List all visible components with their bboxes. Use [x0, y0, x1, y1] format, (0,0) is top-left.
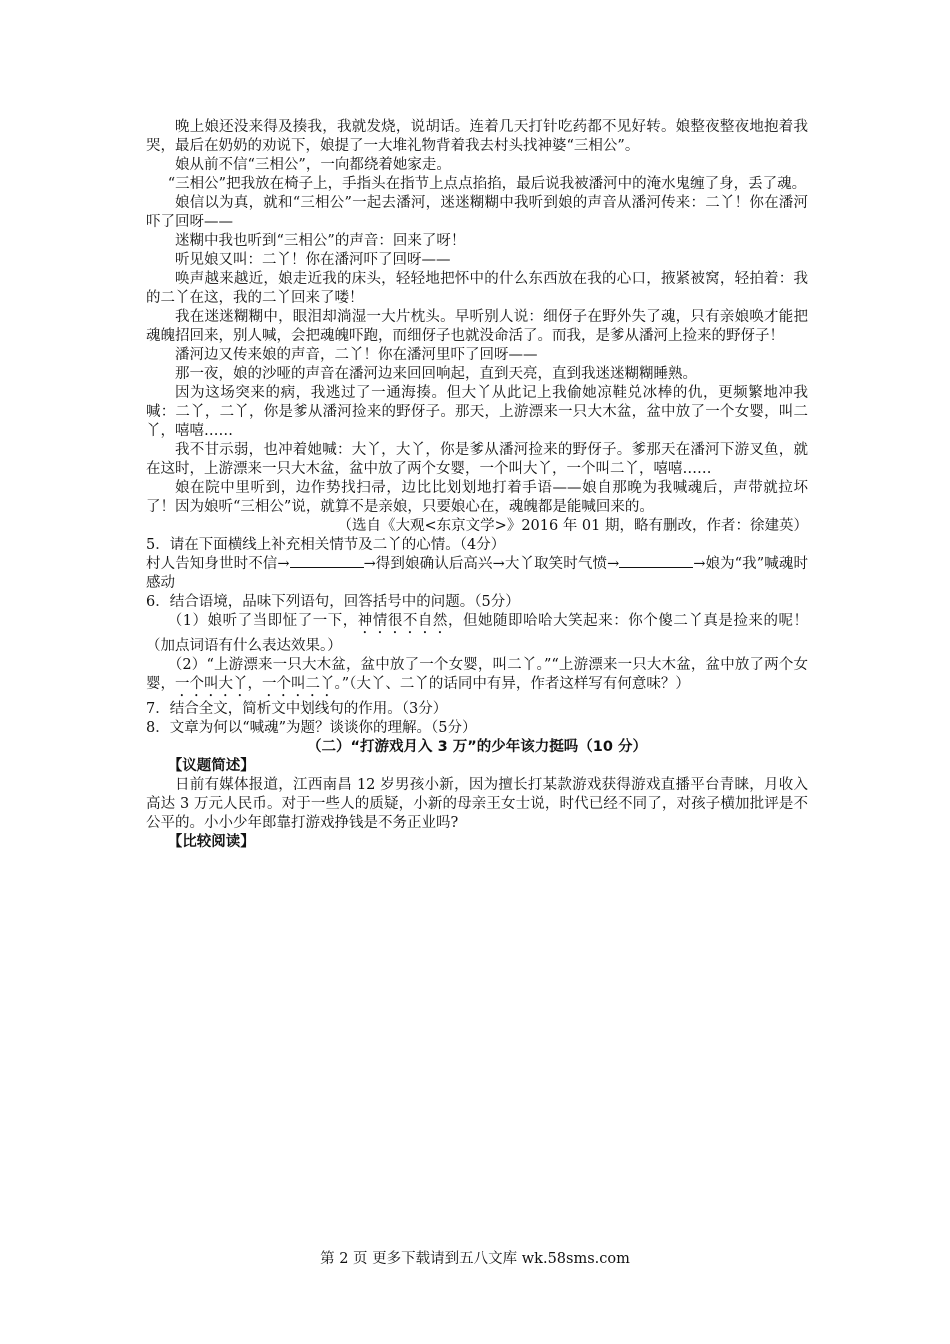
compare-heading: 【比较阅读】: [167, 834, 255, 850]
issue-text: 日前有媒体报道，江西南昌 12 岁男孩小新，因为擅长打某款游戏获得游戏直播平台青睐，月收入高达 3 万元人民币。对于一些人的质疑，小新的母亲王女士说，时代已经不同了，对孩子横加批评是不公平的。小小少年郎靠打游戏挣钱是不务正业吗?: [146, 777, 808, 831]
answer-blank-2[interactable]: [619, 555, 693, 568]
story-paragraph: 迷糊中我也听到“三相公”的声音：回来了呀！: [175, 233, 466, 249]
question-7: 7．结合全文，简析文中划线句的作用。（3分）: [146, 701, 448, 717]
question-5-chain: [146, 555, 808, 593]
q6-2-dotted-words: 一个叫大丫，一个叫二丫: [175, 676, 335, 692]
document-body: [146, 118, 808, 852]
story-paragraph: 那一夜，娘的沙哑的声音在潘河边来回回响起，直到天亮，直到我迷迷糊糊睡熟。: [175, 366, 697, 382]
question-5: 5．请在下面横线上补充相关情节及二丫的心情。（4分）: [146, 537, 506, 553]
chain-part-a: 村人告知身世时不信→: [146, 556, 290, 572]
story-paragraph: 娘从前不信“三相公”，一向都绕着她家走。: [175, 157, 451, 173]
story-paragraph: 娘信以为真，就和“三相公”一起去潘河，迷迷糊糊中我听到娘的声音从潘河传来：二丫！你在潘河吓了回呀——: [146, 195, 808, 230]
question-6: 6．结合语境，品味下列语句，回答括号中的问题。（5分）: [146, 594, 520, 610]
story-paragraph: 晚上娘还没来得及揍我，我就发烧，说胡话。连着几天打针吃药都不见好转。娘整夜整夜地抱着我哭，最后在奶奶的劝说下，娘提了一大堆礼物背着我去村头找神婆“三相公”。: [146, 119, 808, 154]
q6-2-text-a: （2）“上游漂来一只大木盆，盆中放了一个女婴，叫二丫。”“上游漂来一只大木盆，盆中放了两个女婴，: [146, 657, 808, 692]
story-paragraph: “三相公”把我放在椅子上，手指头在指节上点点掐掐，最后说我被潘河中的淹水鬼缠了身，丢了魂。: [167, 176, 807, 192]
story-paragraph: 因为这场突来的病，我逃过了一通海揍。但大丫从此记上我偷她凉鞋兑冰棒的仇，更频繁地冲我喊：二丫，二丫，你是爹从潘河捡来的野伢子。那天，上游漂来一只大木盆，盆中放了一个女婴，叫二丫，嘻嘻……: [146, 385, 808, 439]
question-6-1: [146, 612, 808, 656]
chain-part-b: →得到娘确认后高兴→大丫取笑时气愤→: [363, 556, 620, 572]
q6-2-text-b: 。”（大丫、二丫的话同中有异，作者这样写有何意味？）: [334, 676, 690, 692]
question-8: 8．文章为何以“喊魂”为题？谈谈你的理解。（5分）: [146, 720, 477, 736]
q6-1-text-a: （1）娘听了当即怔了一下，: [167, 613, 358, 629]
story-paragraph: 我在迷迷糊糊中，眼泪却淌湿一大片枕头。早听别人说：细伢子在野外失了魂，只有亲娘唤才能把魂魄招回来，别人喊，会把魂魄吓跑，而细伢子也就没命活了。而我，是爹从潘河上捡来的野伢子！: [146, 309, 808, 344]
section-2-title: （二）“打游戏月入 3 万”的少年该力挺吗（10 分）: [307, 739, 647, 755]
story-paragraph: 娘在院中里听到，边作势找扫帚，边比比划划地打着手语——娘自那晚为我喊魂后，声带就拉坏了！因为娘听“三相公”说，就算不是亲娘，只要娘心在，魂魄都是能喊回来的。: [146, 480, 808, 515]
issue-heading: 【议题简述】: [167, 758, 255, 774]
story-paragraph: 潘河边又传来娘的声音，二丫！你在潘河里吓了回呀——: [175, 347, 538, 363]
answer-blank-1[interactable]: [290, 555, 364, 568]
q6-1-dotted-words: 神情很不自然: [357, 613, 448, 629]
q6-1-text-b: ，但她随即哈哈大笑起来：你个傻二丫真是捡来的呢！（加点词语有什么表达效果。）: [146, 613, 809, 654]
page-footer: 第 2 页 更多下载请到五八文库 wk.58sms.com: [320, 1251, 630, 1267]
story-paragraph: 听见娘又叫：二丫！你在潘河吓了回呀——: [175, 252, 451, 268]
chain-part-c: →娘为“我”喊魂时感动: [146, 556, 808, 591]
story-paragraph: 我不甘示弱，也冲着她喊：大丫，大丫，你是爹从潘河捡来的野伢子。爹那天在潘河下游叉鱼，就在这时，上游漂来一只大木盆，盆中放了两个女婴，一个叫大丫，一个叫二丫，嘻嘻……: [146, 442, 808, 477]
question-6-2: [146, 656, 808, 700]
story-paragraph: 唤声越来越近，娘走近我的床头，轻轻地把怀中的什么东西放在我的心口，掖紧被窝，轻拍着：我的二丫在这，我的二丫回来了喽！: [146, 271, 808, 306]
story-source: （选自《大观<东京文学>》2016 年 01 期，略有删改，作者：徐建英）: [337, 518, 808, 534]
